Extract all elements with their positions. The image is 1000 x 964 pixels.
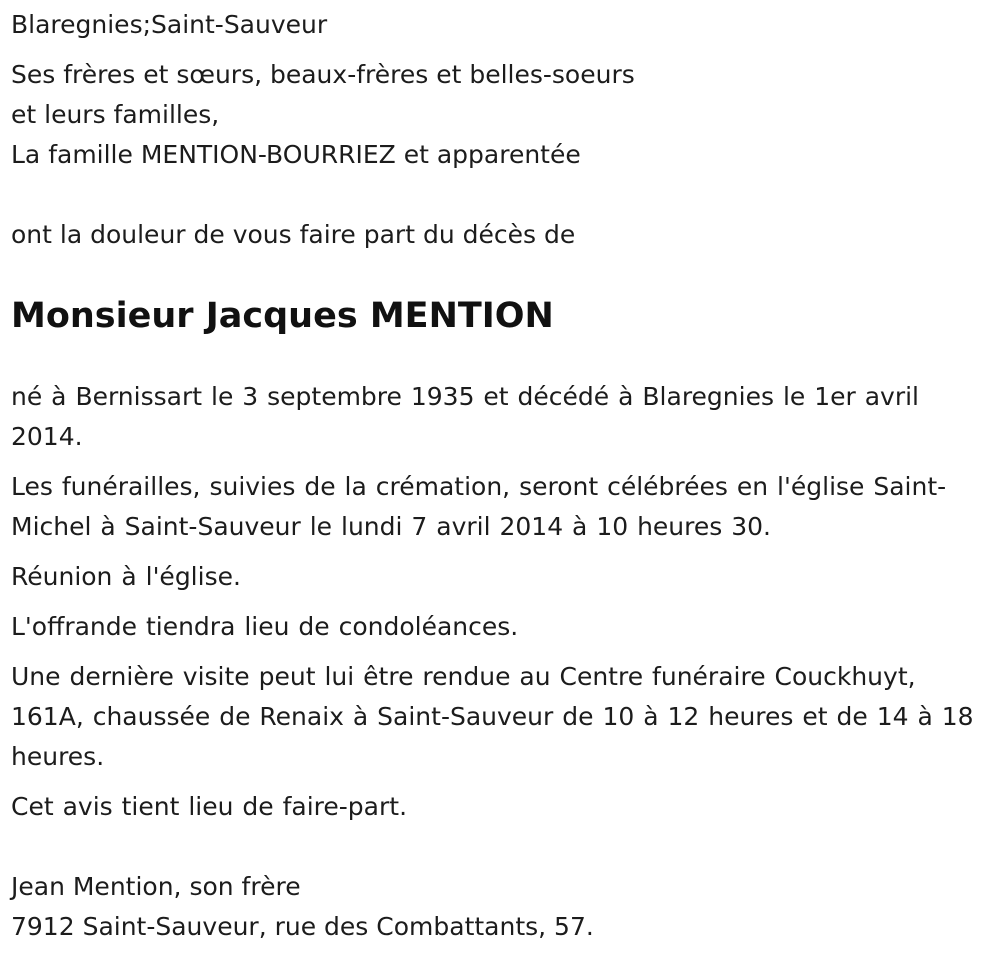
funeral-text: Les funérailles, suivies de la crémation, seront célébrées en l'église Saint-Michel à Saint-Sauveur le lundi 7 avril 2014 à 10 heures 30. (11, 472, 947, 541)
deceased-name: Monsieur Jacques MENTION (11, 296, 554, 336)
birth-death-text: né à Bernissart le 3 septembre 1935 et décédé à Blaregnies le 1er avril 2014. (11, 382, 920, 451)
contact-name: Jean Mention, son frère (11, 872, 301, 901)
death-notice (11, 0, 986, 947)
announcement-text: ont la douleur de vous faire part du décès de (11, 220, 576, 249)
family-line-2: et leurs familles, (11, 100, 220, 129)
family-line-1: Ses frères et sœurs, beaux-frères et belles-soeurs (11, 60, 635, 89)
offering-text: L'offrande tiendra lieu de condoléances. (11, 612, 519, 641)
family-line-3: La famille MENTION-BOURRIEZ et apparentée (11, 140, 581, 169)
contact-address: 7912 Saint-Sauveur, rue des Combattants, 57. (11, 912, 594, 941)
notice-text: Cet avis tient lieu de faire-part. (11, 792, 408, 821)
meeting-text: Réunion à l'église. (11, 562, 241, 591)
location-header: Blaregnies;Saint-Sauveur (11, 10, 328, 39)
visit-text: Une dernière visite peut lui être rendue au Centre funéraire Couckhuyt, 161A, chaussée de Renaix à Saint-Sauveur de 10 à 12 heures et de 14 à 18 heures. (11, 662, 974, 771)
